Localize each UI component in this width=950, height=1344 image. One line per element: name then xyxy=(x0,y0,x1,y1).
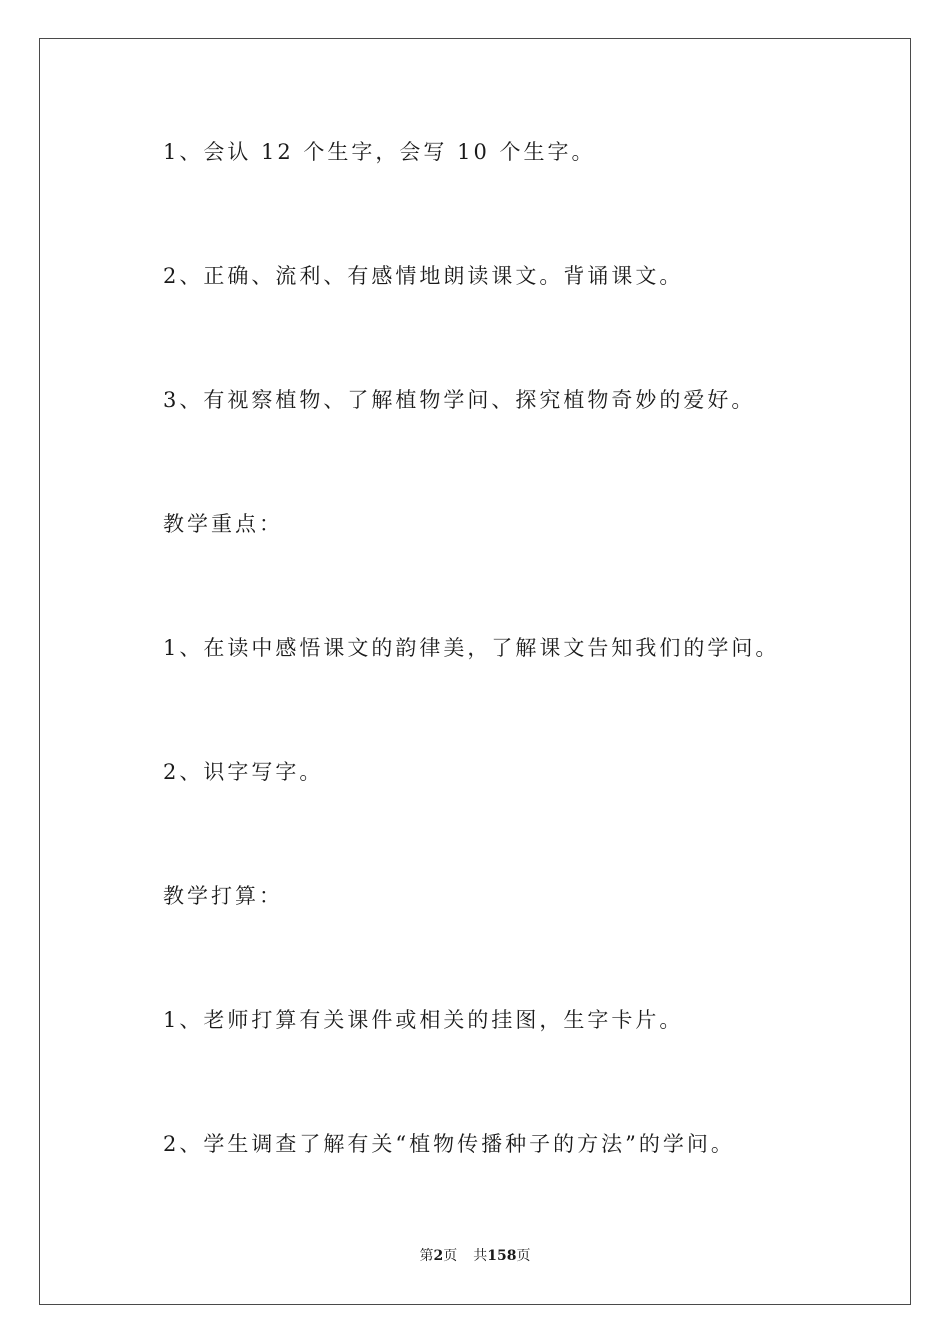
page-prefix: 第 xyxy=(419,1248,434,1264)
page-number: 2 xyxy=(433,1248,444,1264)
total-pages: 158 xyxy=(487,1248,517,1264)
page-border xyxy=(39,38,911,1305)
preparation-2: 2、学生调查了解有关“植物传播种子的方法”的学问。 xyxy=(163,1132,735,1156)
page-suffix: 页 xyxy=(443,1248,458,1264)
objective-2: 2、正确、流利、有感情地朗读课文。背诵课文。 xyxy=(163,264,684,288)
section-heading-key-points: 教学重点： xyxy=(163,512,283,536)
total-suffix: 页 xyxy=(516,1248,531,1264)
page-footer xyxy=(0,1247,950,1265)
objective-1: 1、会认 12 个生字，会写 10 个生字。 xyxy=(163,140,596,164)
objective-3: 3、有视察植物、了解植物学问、探究植物奇妙的爱好。 xyxy=(163,388,756,412)
total-prefix: 共 xyxy=(473,1248,488,1264)
preparation-1: 1、老师打算有关课件或相关的挂图，生字卡片。 xyxy=(163,1008,684,1032)
key-point-1: 1、在读中感悟课文的韵律美，了解课文告知我们的学问。 xyxy=(163,636,780,660)
section-heading-preparation: 教学打算： xyxy=(163,884,283,908)
key-point-2: 2、识字写字。 xyxy=(163,760,324,784)
